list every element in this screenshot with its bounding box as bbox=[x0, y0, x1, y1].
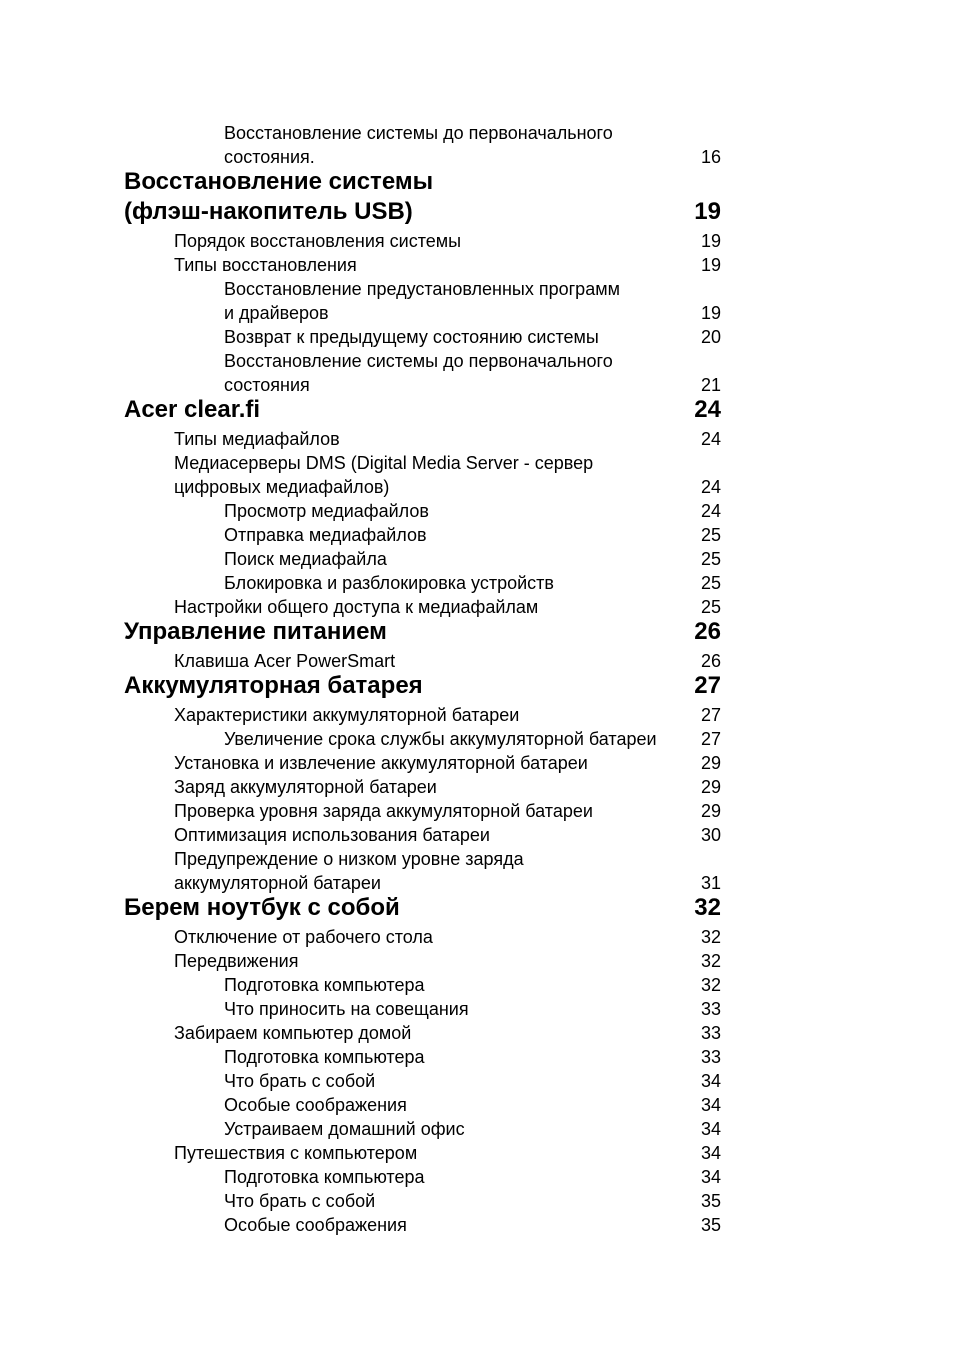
toc-chapter-title: Восстановление системы bbox=[124, 167, 434, 195]
toc-entry-title: Характеристики аккумуляторной батареи bbox=[174, 704, 520, 725]
toc-chapter-title: Acer clear.fi bbox=[124, 395, 261, 423]
toc-entry-title: Типы медиафайлов bbox=[174, 428, 340, 449]
toc-page-number: 33 bbox=[700, 1022, 721, 1043]
toc-page-number: 30 bbox=[700, 824, 721, 845]
toc-page-number: 34 bbox=[700, 1166, 721, 1187]
toc-entry-title: Установка и извлечение аккумуляторной батареи bbox=[174, 752, 588, 773]
toc-entry-title: Подготовка компьютера bbox=[224, 974, 425, 995]
toc-entry-title: Передвижения bbox=[174, 950, 299, 971]
toc-page-number: 34 bbox=[700, 1070, 721, 1091]
toc-page-number: 27 bbox=[700, 704, 721, 725]
toc-page-number: 25 bbox=[700, 596, 721, 617]
toc-page-number: 21 bbox=[700, 374, 721, 395]
toc-page-number: 20 bbox=[700, 326, 721, 347]
toc-page-number: 34 bbox=[700, 1142, 721, 1163]
toc-chapter-title: Аккумуляторная батарея bbox=[124, 671, 423, 699]
toc-page-number: 19 bbox=[700, 302, 721, 323]
toc-entry-title: Подготовка компьютера bbox=[224, 1046, 425, 1067]
toc-entry-title: Что брать с собой bbox=[224, 1190, 376, 1211]
toc-entry-title: Что приносить на совещания bbox=[224, 998, 469, 1019]
toc-entry-title: Проверка уровня заряда аккумуляторной батареи bbox=[174, 800, 593, 821]
toc-page-number: 32 bbox=[694, 893, 721, 921]
toc-entry-title: Типы восстановления bbox=[174, 254, 357, 275]
toc-entry-title: Устраиваем домашний офис bbox=[224, 1118, 465, 1139]
toc-page-number: 29 bbox=[700, 800, 721, 821]
toc-entry-title: Поиск медиафайла bbox=[224, 548, 387, 569]
toc-entry-title: Особые соображения bbox=[224, 1094, 407, 1115]
toc-entry-title: и драйверов bbox=[224, 302, 329, 323]
toc-page-number: 24 bbox=[694, 395, 721, 423]
toc-chapter-title: Управление питанием bbox=[124, 617, 387, 645]
toc-entry-title: Путешествия с компьютером bbox=[174, 1142, 418, 1163]
toc-page-number: 33 bbox=[700, 1046, 721, 1067]
toc-page-number: 33 bbox=[700, 998, 721, 1019]
toc-entry-title: Предупреждение о низком уровне заряда bbox=[174, 848, 524, 869]
toc-page-number: 24 bbox=[700, 500, 721, 521]
toc-entry-title: Просмотр медиафайлов bbox=[224, 500, 429, 521]
toc-page-number: 19 bbox=[694, 197, 721, 225]
toc-entry-title: состояния. bbox=[224, 146, 315, 167]
toc-entry-title: Блокировка и разблокировка устройств bbox=[224, 572, 554, 593]
toc-page-number: 19 bbox=[700, 230, 721, 251]
toc-page-number: 34 bbox=[700, 1118, 721, 1139]
toc-page-number: 32 bbox=[700, 950, 721, 971]
toc-chapter-title: Берем ноутбук с собой bbox=[124, 893, 400, 921]
toc-page-number: 27 bbox=[694, 671, 721, 699]
toc-page-number: 27 bbox=[700, 728, 721, 749]
toc-page-number: 25 bbox=[700, 572, 721, 593]
toc-entry-title: Отключение от рабочего стола bbox=[174, 926, 433, 947]
toc-entry-title: Восстановление системы до первоначального bbox=[224, 350, 613, 371]
toc-page-number: 25 bbox=[700, 524, 721, 545]
toc-page-number: 26 bbox=[700, 650, 721, 671]
toc-page-number: 26 bbox=[694, 617, 721, 645]
toc-entry-title: Настройки общего доступа к медиафайлам bbox=[174, 596, 539, 617]
toc-page-number: 32 bbox=[700, 974, 721, 995]
toc-page-number: 32 bbox=[700, 926, 721, 947]
toc-page-number: 29 bbox=[700, 752, 721, 773]
toc-entry-title: Особые соображения bbox=[224, 1214, 407, 1235]
toc-entry-title: Отправка медиафайлов bbox=[224, 524, 427, 545]
toc-page-number: 31 bbox=[700, 872, 721, 893]
toc-entry-title: Порядок восстановления системы bbox=[174, 230, 462, 251]
toc-entry-title: Что брать с собой bbox=[224, 1070, 376, 1091]
toc-page-number: 25 bbox=[700, 548, 721, 569]
toc-page-number: 24 bbox=[700, 476, 721, 497]
toc-page-number: 24 bbox=[700, 428, 721, 449]
toc-entry-title: Увеличение срока службы аккумуляторной батареи bbox=[224, 728, 657, 749]
toc-entry-title: Подготовка компьютера bbox=[224, 1166, 425, 1187]
toc-page-number: 35 bbox=[700, 1190, 721, 1211]
toc-entry-title: аккумуляторной батареи bbox=[174, 872, 381, 893]
toc-chapter-title: (флэш-накопитель USB) bbox=[124, 197, 413, 225]
toc-page-number: 29 bbox=[700, 776, 721, 797]
toc-entry-title: Забираем компьютер домой bbox=[174, 1022, 412, 1043]
toc-entry-title: Восстановление системы до первоначального bbox=[224, 122, 613, 143]
toc-entry-title: Возврат к предыдущему состоянию системы bbox=[224, 326, 599, 347]
toc-page-number: 19 bbox=[700, 254, 721, 275]
toc-page-number: 34 bbox=[700, 1094, 721, 1115]
toc-entry-title: Восстановление предустановленных программ bbox=[224, 278, 620, 299]
toc-entry-title: цифровых медиафайлов) bbox=[174, 476, 390, 497]
toc-entry-title: Медиасерверы DMS (Digital Media Server - сервер bbox=[174, 452, 594, 473]
toc-entry-title: Оптимизация использования батареи bbox=[174, 824, 490, 845]
toc-entry-title: Клавиша Acer PowerSmart bbox=[174, 650, 396, 671]
toc-entry-title: Заряд аккумуляторной батареи bbox=[174, 776, 437, 797]
toc-entry-title: состояния bbox=[224, 374, 310, 395]
toc-page-number: 35 bbox=[700, 1214, 721, 1235]
toc-page-number: 16 bbox=[700, 146, 721, 167]
